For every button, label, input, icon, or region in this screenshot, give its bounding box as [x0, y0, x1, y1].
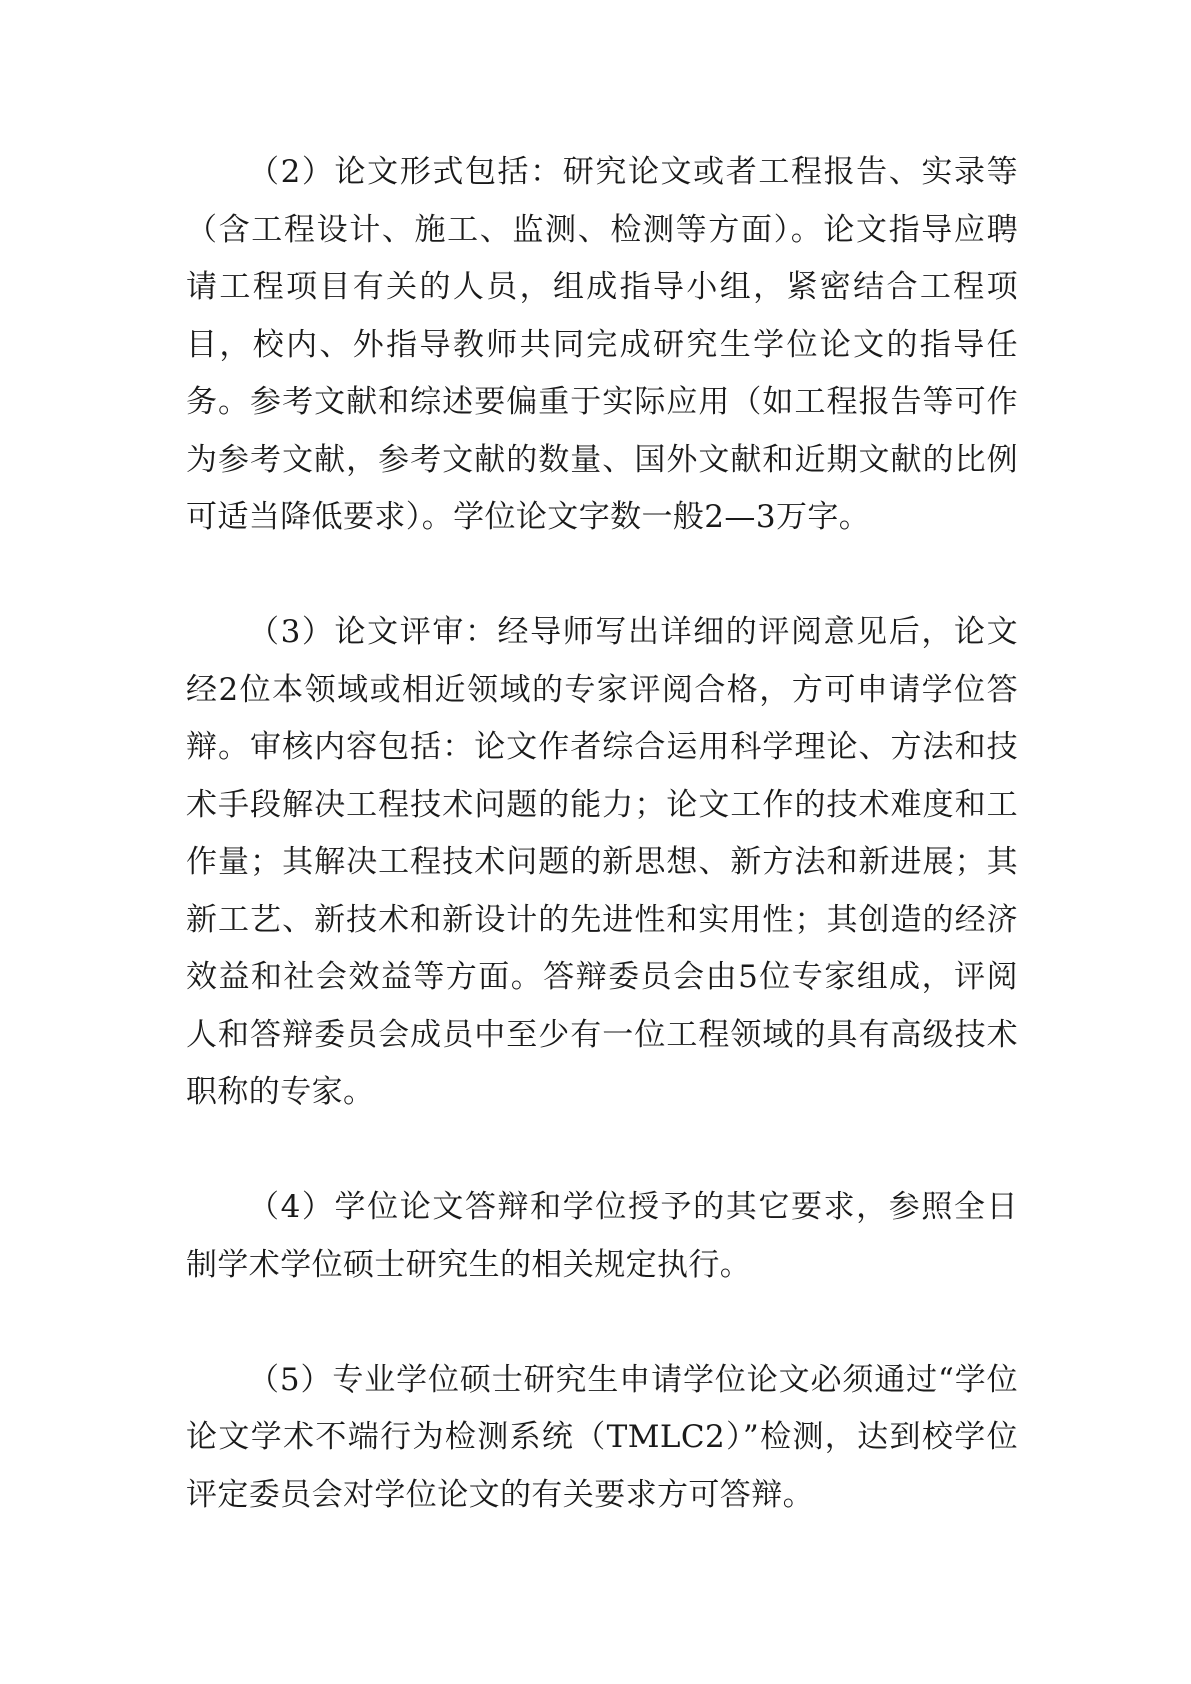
paragraph-defense-requirements: （4）学位论文答辩和学位授予的其它要求，参照全日制学术学位硕士研究生的相关规定执行。	[186, 1189, 1018, 1283]
paragraph-thesis-format: （2）论文形式包括：研究论文或者工程报告、实录等（含工程设计、施工、监测、检测等方面）。论文指导应聘请工程项目有关的人员，组成指导小组，紧密结合工程项目，校内、外指导教师共同完成研究生学位论文的指导任务。参考文献和综述要偏重于实际应用（如工程报告等可作为参考文献，参考文献的数量、国外文献和近期文献的比例可适当降低要求）。学位论文字数一般2—3万字。	[186, 154, 1018, 535]
paragraph-plagiarism-check: （5）专业学位硕士研究生申请学位论文必须通过“学位论文学术不端行为检测系统（TMLC2）”检测，达到校学位评定委员会对学位论文的有关要求方可答辩。	[186, 1361, 1018, 1513]
document-body	[186, 144, 1018, 1524]
paragraph-thesis-review: （3）论文评审：经导师写出详细的评阅意见后，论文经2位本领域或相近领域的专家评阅合格，方可申请学位答辩。审核内容包括：论文作者综合运用科学理论、方法和技术手段解决工程技术问题的能力；论文工作的技术难度和工作量；其解决工程技术问题的新思想、新方法和新进展；其新工艺、新技术和新设计的先进性和实用性；其创造的经济效益和社会效益等方面。答辩委员会由5位专家组成，评阅人和答辩委员会成员中至少有一位工程领域的具有高级技术职称的专家。	[186, 614, 1018, 1110]
